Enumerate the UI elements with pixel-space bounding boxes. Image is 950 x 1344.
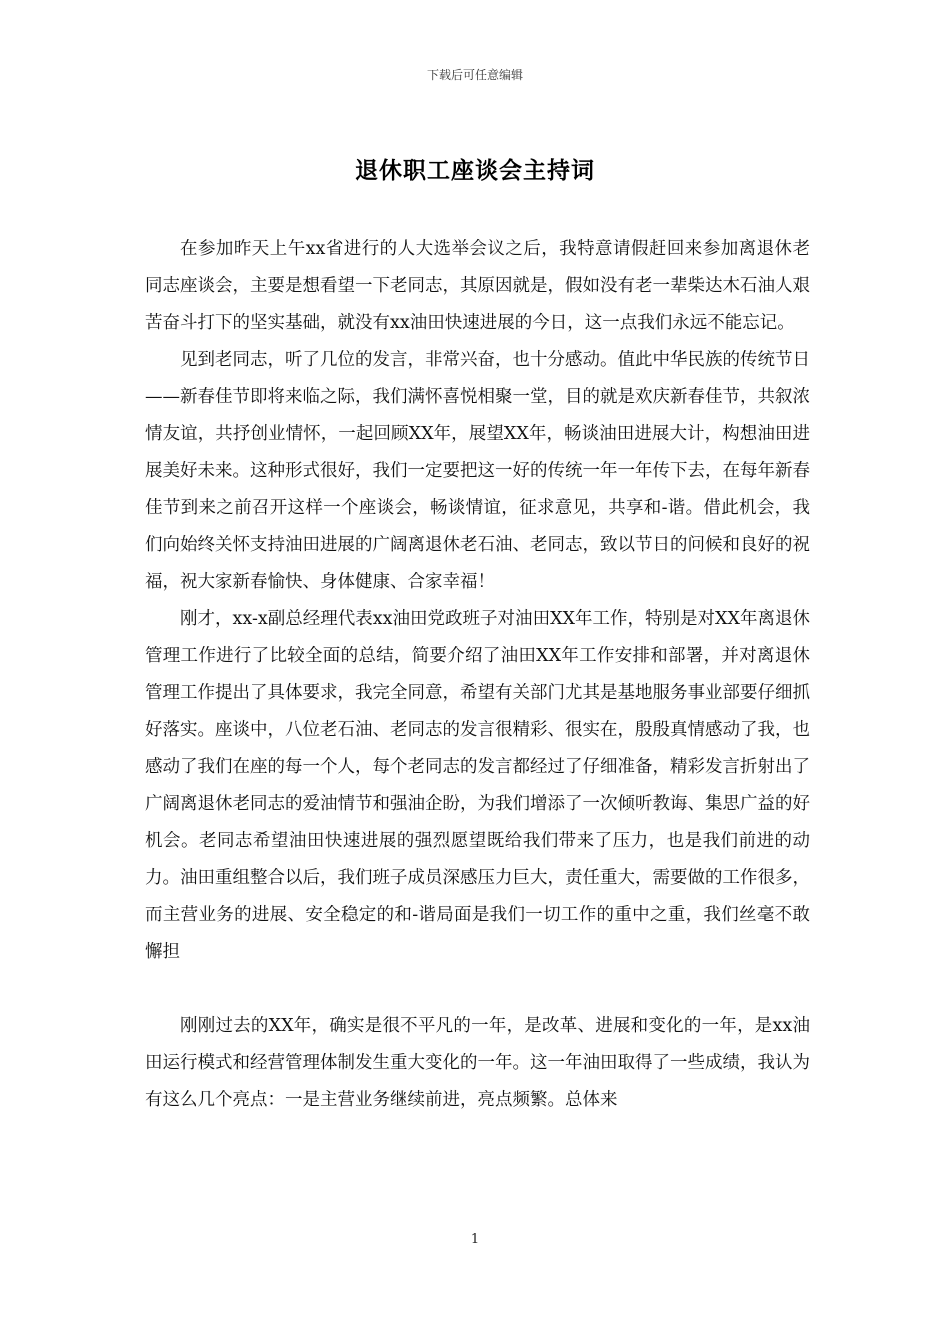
page-number: 1 [470,1232,480,1247]
paragraph-4: 刚刚过去的XX年，确实是很不平凡的一年，是改革、进展和变化的一年，是xx油田运行模式和经营管理体制发生重大变化的一年。这一年油田取得了一些成绩，我认为有这么几个亮点：一是主营业务继续前进，亮点频繁。总体来 [145,1016,810,1110]
paragraph-3: 刚才，xx-x副总经理代表xx油田党政班子对油田XX年工作，特别是对XX年离退休管理工作进行了比较全面的总结，简要介绍了油田XX年工作安排和部署，并对离退休管理工作提出了具体要求，我完全同意，希望有关部门尤其是基地服务事业部要仔细抓好落实。座谈中，八位老石油、老同志的发言很精彩、很实在，殷殷真情感动了我，也感动了我们在座的每一个人，每个老同志的发言都经过了仔细准备，精彩发言折射出了广阔离退休老同志的爱油情节和强油企盼，为我们增添了一次倾听教诲、集思广益的好机会。老同志希望油田快速进展的强烈愿望既给我们带来了压力，也是我们前进的动力。油田重组整合以后，我们班子成员深感压力巨大，责任重大，需要做的工作很多，而主营业务的进展、安全稳定的和-谐局面是我们一切工作的重中之重，我们丝毫不敢懈担 [145,609,810,962]
page-header: 下载后可任意编辑 [426,68,523,82]
paragraph-1: 在参加昨天上午xx省进行的人大选举会议之后，我特意请假赶回来参加离退休老同志座谈会，主要是想看望一下老同志，其原因就是，假如没有老一辈柴达木石油人艰苦奋斗打下的坚实基础，就没有xx油田快速进展的今日，这一点我们永远不能忘记。 [145,239,810,333]
document-title: 退休职工座谈会主持词 [355,157,595,184]
document-body [145,231,810,1119]
paragraph-2: 见到老同志，听了几位的发言，非常兴奋，也十分感动。值此中华民族的传统节日——新春佳节即将来临之际，我们满怀喜悦相聚一堂，目的就是欢庆新春佳节，共叙浓情友谊，共抒创业情怀，一起回顾XX年，展望XX年，畅谈油田进展大计，构想油田进展美好未来。这种形式很好，我们一定要把这一好的传统一年一年传下去，在每年新春佳节到来之前召开这样一个座谈会，畅谈情谊，征求意见，共享和-谐。借此机会，我们向始终关怀支持油田进展的广阔离退休老石油、老同志，致以节日的问候和良好的祝福，祝大家新春愉快、身体健康、合家幸福！ [145,350,810,592]
